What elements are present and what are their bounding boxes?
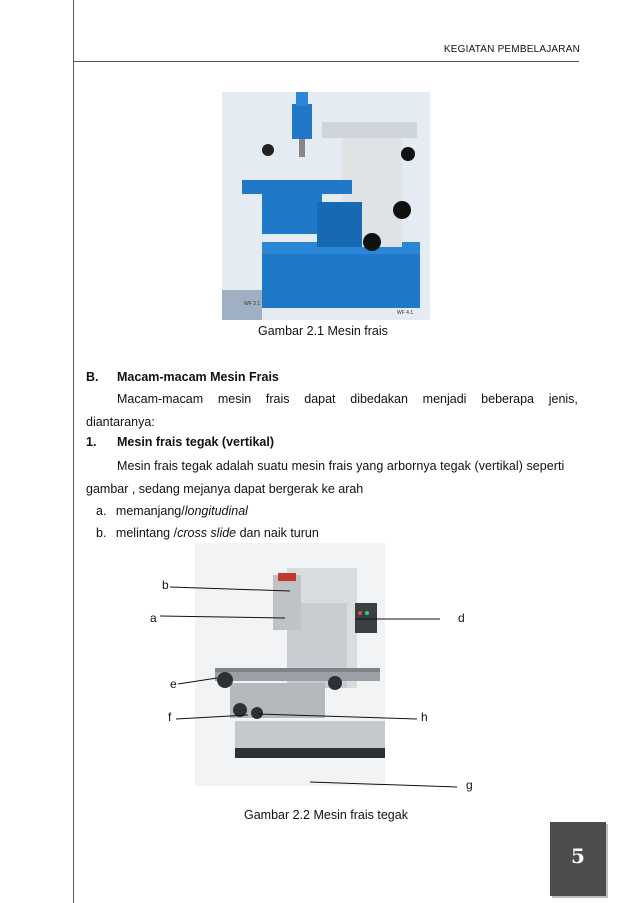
intro-word: jenis, xyxy=(548,392,578,406)
plate-text-2: WF 4.1 xyxy=(397,310,414,316)
sub-b-text: melintang / xyxy=(115,526,178,540)
figure1-caption: Gambar 2.1 Mesin frais xyxy=(258,324,388,338)
sub-b-italic: cross slide xyxy=(177,526,237,540)
intro-word: dapat xyxy=(304,392,336,406)
item1-paragraph-line2: gambar , sedang mejanya dapat bergerak ke arah xyxy=(86,482,364,496)
callout-label-h: h xyxy=(421,710,428,724)
header-title: KEGIATAN PEMBELAJARAN xyxy=(443,44,580,55)
callout-label-d: d xyxy=(458,611,465,625)
section-b-marker: B. xyxy=(86,370,99,384)
section-b-heading: Macam-macam Mesin Frais xyxy=(117,370,279,384)
callout-label-e: e xyxy=(170,677,177,691)
page-number-box xyxy=(550,822,606,896)
item1-paragraph-line1: Mesin frais tegak adalah suatu mesin frais yang arbornya tegak (vertikal) seperti xyxy=(117,459,565,473)
callout-label-g: g xyxy=(466,778,473,792)
sub-a-marker: a. xyxy=(96,504,107,518)
sub-b-rest: dan naik turun xyxy=(236,526,319,540)
item1-number: 1. xyxy=(86,435,97,449)
sub-b-marker: b. xyxy=(96,526,107,540)
callout-label-f: f xyxy=(168,710,172,724)
intro-word: beberapa xyxy=(481,392,534,406)
intro-word: mesin xyxy=(217,392,252,406)
page-number: 5 xyxy=(571,844,585,868)
sub-a-text: memanjang/ xyxy=(115,504,185,518)
sub-a-italic: longitudinal xyxy=(184,504,248,518)
callout-label-b: b xyxy=(162,578,169,592)
item1-heading: Mesin frais tegak (vertikal) xyxy=(117,435,275,449)
figure2-caption: Gambar 2.2 Mesin frais tegak xyxy=(244,808,408,822)
callout-label-a: a xyxy=(150,611,157,625)
plate-text-1: WF 3.1 xyxy=(244,301,261,307)
intro-word: frais xyxy=(265,392,290,406)
section-b-intro-cont: diantaranya: xyxy=(86,415,155,429)
intro-word: menjadi xyxy=(422,392,467,406)
intro-word: dibedakan xyxy=(350,392,408,406)
intro-word: Macam-macam xyxy=(117,392,204,406)
